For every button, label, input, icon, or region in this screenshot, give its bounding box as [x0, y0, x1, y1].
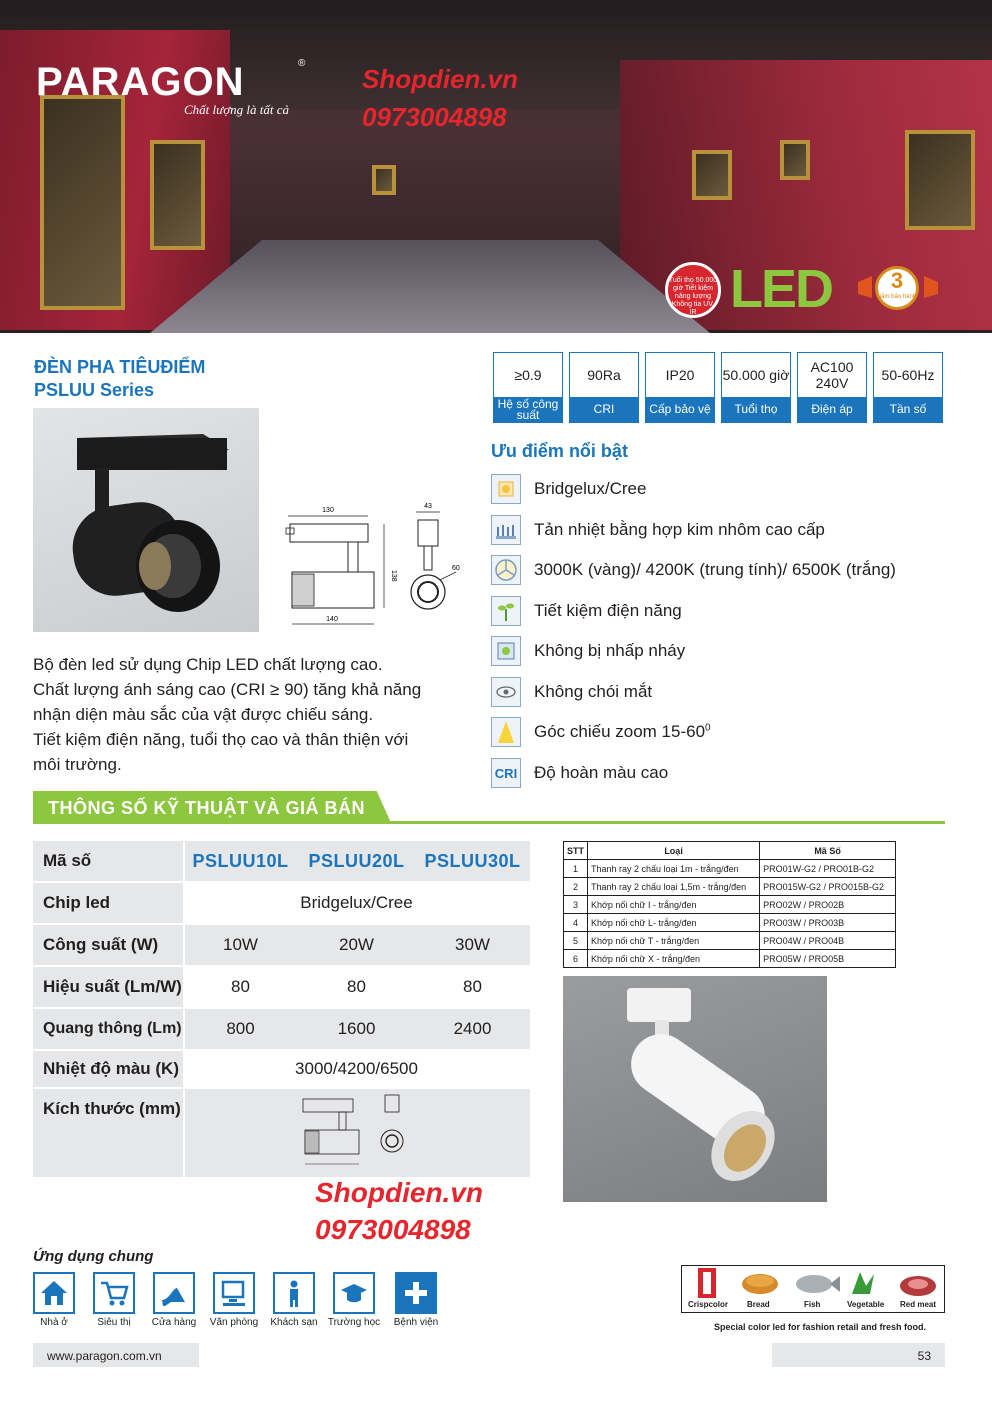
spec-value: AC100 240V	[810, 359, 854, 391]
row-label: Nhiệt độ màu (K)	[33, 1051, 183, 1087]
flux-value: 1600	[337, 1019, 376, 1038]
stt-cell: 2	[564, 878, 588, 896]
type-cell: Khớp nối chữ T - trắng/đen	[588, 932, 760, 950]
spec-value: IP20	[665, 367, 695, 383]
type-cell: Thanh ray 2 chấu loại 1m - trắng/đen	[588, 860, 760, 878]
header-code: Mã Số	[760, 842, 896, 860]
features-title: Ưu điểm nổi bật	[491, 441, 628, 461]
spec-row-efficiency	[33, 967, 530, 1007]
row-label: Hiệu suất (Lm/W)	[33, 967, 183, 1007]
app-label: Nhà ở	[40, 1317, 68, 1328]
spec-row-cct	[33, 1051, 530, 1087]
feature-text	[534, 722, 711, 742]
feature-text: Không chói mắt	[534, 682, 653, 701]
code-cell: PRO03W / PRO03B	[760, 914, 896, 932]
black-track-light-icon	[33, 408, 259, 632]
stt-cell: 5	[564, 932, 588, 950]
feature-text: Tiết kiệm điện năng	[534, 601, 682, 620]
dim-length: 140	[326, 616, 338, 623]
spec-value: 90Ra	[587, 367, 621, 383]
feature-text: Không bị nhấp nháy	[534, 641, 686, 660]
graduation-cap-icon	[333, 1272, 375, 1314]
feature-item	[491, 636, 951, 666]
accessory-header-row	[564, 842, 896, 860]
feature-text: Độ hoàn màu cao	[534, 763, 669, 782]
spec-box	[645, 352, 715, 423]
cob-chip-icon	[491, 474, 521, 504]
hotel-bellboy-icon	[273, 1272, 315, 1314]
brand-logo: PARAGON	[36, 60, 245, 104]
color-temp-icon	[491, 555, 521, 585]
accessory-row	[564, 914, 896, 932]
row-label: Mã số	[33, 841, 183, 881]
flux-value: 800	[226, 1019, 255, 1038]
section-title: THÔNG SỐ KỸ THUẬT VÀ GIÁ BÁN	[48, 798, 366, 818]
spec-label: Hệ số công suất	[494, 397, 562, 422]
code-cell: PRO05W / PRO05B	[760, 950, 896, 968]
spec-label: Tuổi thọ	[722, 397, 790, 422]
painting	[150, 140, 205, 250]
applications-title: Ứng dụng chung	[33, 1248, 154, 1265]
flux-value: 2400	[453, 1019, 492, 1038]
product-photo-white	[563, 976, 827, 1202]
feature-item	[491, 596, 951, 626]
efficiency-value: 80	[463, 977, 482, 996]
efficiency-value: 80	[347, 977, 366, 996]
row-label: Quang thông (Lm)	[33, 1009, 183, 1049]
code-cell: PRO01W-G2 / PRO01B-G2	[760, 860, 896, 878]
degree-superscript: 0	[705, 722, 711, 734]
spec-label: CRI	[570, 397, 638, 422]
spec-row-header	[33, 841, 530, 881]
warranty-text: năm bảo hành	[877, 294, 917, 300]
home-icon	[33, 1272, 75, 1314]
beam-angle-icon	[491, 717, 521, 747]
painting	[372, 165, 396, 195]
stt-cell: 1	[564, 860, 588, 878]
warranty-badge: 3	[875, 266, 919, 310]
feature-text: Tản nhiệt bằng hợp kim nhôm cao cấp	[534, 520, 825, 539]
office-computer-icon	[213, 1272, 255, 1314]
description-line: nhận diện màu sắc của vật được chiếu sáng.	[33, 705, 374, 724]
spec-box	[797, 352, 867, 423]
spec-box	[569, 352, 639, 423]
code-cell: PRO04W / PRO04B	[760, 932, 896, 950]
power-value: 20W	[339, 935, 374, 954]
no-flicker-icon	[491, 636, 521, 666]
app-label: Siêu thị	[97, 1317, 131, 1328]
shop-name-2: Shopdien.vn	[315, 1177, 483, 1208]
spec-label: Điện áp	[798, 397, 866, 422]
white-track-light-icon	[563, 976, 827, 1202]
spec-label: Cấp bảo vệ	[646, 397, 714, 422]
anti-glare-eye-icon	[491, 677, 521, 707]
crisp-note: Special color led for fashion retail and fresh food.	[714, 1322, 927, 1332]
accessory-row	[564, 950, 896, 968]
type-cell: Khớp nối chữ I - trắng/đen	[588, 896, 760, 914]
feature-text: Bridgelux/Cree	[534, 479, 647, 498]
spec-value: 50.000 giờ	[722, 367, 790, 383]
row-label: Công suất (W)	[33, 925, 183, 965]
heatsink-icon	[491, 515, 521, 545]
cri-icon: CRI	[491, 758, 521, 788]
model-code: PSLUU20L	[308, 850, 405, 871]
registered-mark: ®	[298, 58, 306, 69]
crisp-label: Red meat	[900, 1300, 937, 1309]
accessory-row	[564, 878, 896, 896]
dimension-drawing	[282, 500, 472, 634]
spec-box	[493, 352, 563, 423]
app-label: Văn phòng	[209, 1317, 259, 1328]
painting	[40, 95, 125, 310]
feature-item	[491, 717, 951, 747]
crisp-label: Crispcolor	[688, 1300, 729, 1309]
product-description	[33, 652, 463, 777]
hero-banner	[0, 0, 992, 333]
dim-width: 130	[322, 507, 334, 514]
shop-phone-2: 0973004898	[315, 1214, 471, 1245]
header-stt: STT	[564, 842, 588, 860]
app-label: Bệnh viện	[393, 1317, 439, 1328]
feature-item	[491, 677, 951, 707]
description-line: Tiết kiệm điện năng, tuổi thọ cao và thân thiện với	[33, 730, 409, 749]
app-label: Cửa hàng	[151, 1317, 197, 1328]
feature-item	[491, 474, 951, 504]
cct-value: 3000/4200/6500	[295, 1059, 418, 1078]
crispcolor-images	[682, 1266, 944, 1300]
page-number: 53	[772, 1343, 945, 1367]
description-line: môi trường.	[33, 755, 122, 774]
painting	[692, 150, 732, 200]
spec-row-size	[33, 1089, 530, 1177]
energy-saving-icon	[491, 596, 521, 626]
feature-text-beam: Góc chiếu zoom 15-60	[534, 722, 706, 741]
stt-cell: 3	[564, 896, 588, 914]
code-cell: PRO02W / PRO02B	[760, 896, 896, 914]
dim-height: 138	[390, 570, 397, 582]
footer-website[interactable]: www.paragon.com.vn	[33, 1343, 199, 1367]
type-cell: Khớp nối chữ X - trắng/đen	[588, 950, 760, 968]
row-label: Kích thước (mm)	[33, 1089, 183, 1177]
shopping-cart-icon	[93, 1272, 135, 1314]
spec-row-flux	[33, 1009, 530, 1049]
chip-value: Bridgelux/Cree	[300, 893, 413, 912]
stt-cell: 6	[564, 950, 588, 968]
product-title: ĐÈN PHA TIÊUĐIỂM	[34, 357, 206, 377]
spec-row-chip	[33, 883, 530, 923]
description-line: Bộ đèn led sử dụng Chip LED chất lượng cao.	[33, 655, 383, 674]
crisp-label: Fish	[804, 1300, 821, 1309]
description-line: Chất lượng ánh sáng cao (CRI ≥ 90) tăng khả năng	[33, 680, 422, 699]
accessory-table	[563, 841, 896, 968]
row-label: Chip led	[33, 883, 183, 923]
model-code: PSLUU30L	[424, 850, 521, 871]
model-code: PSLUU10L	[192, 850, 289, 871]
product-photo-black	[33, 408, 259, 632]
spec-value: ≥0.9	[514, 367, 542, 383]
size-drawing	[295, 1089, 425, 1169]
accessory-row	[564, 932, 896, 950]
shop-phone: 0973004898	[362, 102, 507, 132]
crisp-label: Bread	[747, 1300, 770, 1309]
high-heel-icon	[153, 1272, 195, 1314]
power-value: 30W	[455, 935, 490, 954]
dim-diameter: 60	[452, 565, 460, 572]
accessory-row	[564, 860, 896, 878]
spec-box	[721, 352, 791, 423]
spec-label: Tần số	[874, 397, 942, 422]
app-label: Khách sạn	[270, 1317, 318, 1328]
power-value: 10W	[223, 935, 258, 954]
feature-item	[491, 758, 951, 788]
stt-cell: 4	[564, 914, 588, 932]
header-type: Loại	[588, 842, 760, 860]
lifetime-badge: Tuổi thọ 50.000 giờ Tiết kiệm năng lượng Không tia UV, IR	[665, 262, 721, 318]
feature-item	[491, 515, 951, 545]
accessory-row	[564, 896, 896, 914]
dim-depth: 43	[424, 503, 432, 510]
spec-row-power	[33, 925, 530, 965]
column-divider	[183, 841, 185, 1177]
led-label: LED	[730, 259, 832, 319]
product-series: PSLUU Series	[34, 380, 155, 400]
painting	[780, 140, 810, 180]
shop-name: Shopdien.vn	[362, 64, 518, 94]
feature-text: 3000K (vàng)/ 4200K (trung tính)/ 6500K (trắng)	[534, 560, 896, 579]
crisp-label: Vegetable	[847, 1300, 885, 1309]
feature-item	[491, 555, 951, 585]
efficiency-value: 80	[231, 977, 250, 996]
type-cell: Khớp nối chữ L- trắng/đen	[588, 914, 760, 932]
hospital-cross-icon	[395, 1272, 437, 1314]
brand-tagline: Chất lượng là tất cả	[184, 102, 290, 117]
painting	[905, 130, 975, 230]
spec-value: 50-60Hz	[881, 367, 935, 383]
code-cell: PRO015W-G2 / PRO015B-G2	[760, 878, 896, 896]
type-cell: Thanh ray 2 chấu loại 1,5m - trắng/đen	[588, 878, 760, 896]
spec-box	[873, 352, 943, 423]
app-label: Trường học	[327, 1317, 381, 1328]
